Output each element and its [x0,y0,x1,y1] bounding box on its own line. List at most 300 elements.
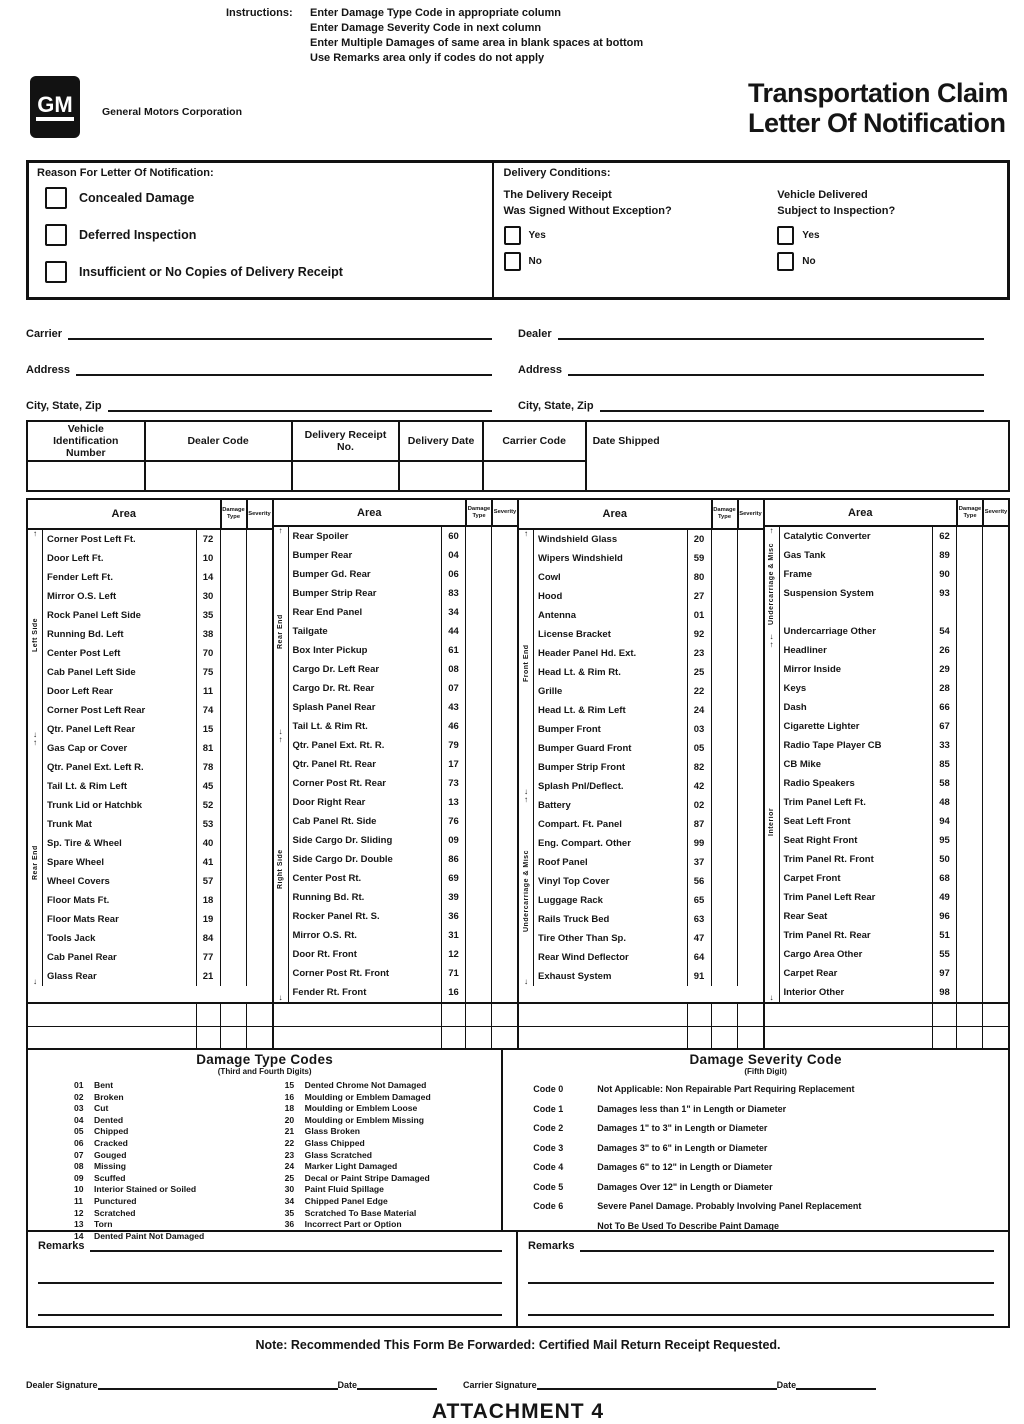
damage-type-cell[interactable] [465,679,491,698]
severity-cell[interactable] [737,625,763,644]
severity-cell[interactable] [491,755,517,774]
severity-cell[interactable] [737,606,763,625]
damage-row [43,663,272,682]
severity-cell[interactable] [246,891,272,910]
severity-cell[interactable] [491,660,517,679]
area-code: 04 [441,546,465,565]
yes-checkbox[interactable] [777,226,794,245]
severity-cell[interactable] [491,945,517,964]
damage-type-cell[interactable] [711,530,737,549]
damage-type-cell[interactable] [220,967,246,986]
damage-type-cell[interactable] [465,698,491,717]
severity-cell[interactable] [491,527,517,546]
remarks-input-line[interactable] [528,1282,994,1284]
damage-type-cell[interactable] [956,622,982,641]
severity-cell[interactable] [982,584,1008,603]
severity-cell[interactable] [737,739,763,758]
instruction-line: Use Remarks area only if codes do not apply [310,52,545,64]
damage-type-cell[interactable] [956,888,982,907]
damage-type-cell[interactable] [711,872,737,891]
severity-cell[interactable] [491,622,517,641]
damage-type-cell[interactable] [220,663,246,682]
damage-type-cell[interactable] [956,926,982,945]
blank-damage-row[interactable] [519,1004,763,1026]
damage-type-cell[interactable] [220,910,246,929]
severity-cell[interactable] [737,568,763,587]
damage-type-cell[interactable] [465,584,491,603]
damage-type-cell[interactable] [465,603,491,622]
damage-type-cell[interactable] [465,774,491,793]
damage-type-cell[interactable] [220,834,246,853]
severity-cell[interactable] [246,625,272,644]
severity-cell[interactable] [982,679,1008,698]
damage-type-cell[interactable] [956,831,982,850]
area-code: 95 [932,831,956,850]
damage-type-cell[interactable] [956,546,982,565]
severity-cell[interactable] [246,929,272,948]
damage-type-cell[interactable] [711,720,737,739]
severity-cell[interactable] [737,967,763,986]
severity-cell[interactable] [982,736,1008,755]
damage-type-cell[interactable] [220,777,246,796]
severity-cell[interactable] [737,530,763,549]
damage-type-cell[interactable] [956,679,982,698]
severity-cell[interactable] [982,850,1008,869]
damage-type-cell[interactable] [711,929,737,948]
damage-row [534,929,763,948]
address-input-line[interactable] [108,402,492,412]
damage-type-cell[interactable] [465,565,491,584]
severity-cell[interactable] [246,568,272,587]
arrow-down-icon: ↓ [278,993,283,1002]
area-name [780,603,933,622]
severity-cell[interactable] [737,663,763,682]
severity-cell[interactable] [982,641,1008,660]
remarks-input-line[interactable] [38,1282,502,1284]
area-code: 25 [687,663,711,682]
severity-cell[interactable] [737,891,763,910]
severity-cell[interactable] [246,682,272,701]
delivery-question [504,179,752,291]
damage-type-cell[interactable] [711,663,737,682]
severity-cell[interactable] [246,701,272,720]
damage-type-cell[interactable] [220,853,246,872]
severity-header: Severity [737,500,763,528]
severity-cell[interactable] [246,739,272,758]
damage-row [43,530,272,549]
severity-code-entry [533,1100,998,1120]
damage-type-cell[interactable] [711,625,737,644]
damage-type-cell[interactable] [956,755,982,774]
question-line2: Was Signed Without Exception? [503,205,672,217]
type-code-entry [285,1138,496,1150]
damage-type-cell[interactable] [956,717,982,736]
damage-row [43,587,272,606]
severity-cell[interactable] [491,793,517,812]
address-field [518,304,984,340]
severity-code-label: Severe Panel Damage. Probably Involving Panel Replacement [597,1201,862,1211]
severity-cell[interactable] [246,587,272,606]
damage-type-cell[interactable] [465,983,491,1002]
severity-cell[interactable] [491,926,517,945]
damage-type-cell[interactable] [711,549,737,568]
damage-type-cell[interactable] [711,644,737,663]
damage-type-cell[interactable] [220,568,246,587]
area-name: Grille [538,686,563,697]
damage-type-cell[interactable] [956,698,982,717]
area-name: Corner Post Left Rear [47,705,146,716]
severity-cell[interactable] [737,910,763,929]
severity-cell[interactable] [982,945,1008,964]
vin-entry-cell[interactable] [146,460,293,490]
damage-type-cell[interactable] [465,888,491,907]
damage-type-cell[interactable] [220,625,246,644]
damage-row [780,584,1009,603]
severity-cell[interactable] [737,701,763,720]
severity-cell[interactable] [737,587,763,606]
remarks-input-line[interactable] [38,1314,502,1316]
severity-cell[interactable] [737,948,763,967]
damage-type-cell[interactable] [956,945,982,964]
blank-damage-row[interactable] [274,1004,518,1026]
damage-type-cell[interactable] [465,793,491,812]
severity-cell[interactable] [491,641,517,660]
damage-type-cell[interactable] [711,948,737,967]
severity-cell[interactable] [491,603,517,622]
area-code: 65 [687,891,711,910]
damage-row [43,720,272,739]
area-code: 26 [932,641,956,660]
damage-type-cell[interactable] [220,739,246,758]
damage-type-cell[interactable] [220,891,246,910]
severity-cell[interactable] [982,907,1008,926]
severity-cell[interactable] [246,967,272,986]
damage-type-cell[interactable] [711,834,737,853]
severity-cell[interactable] [982,869,1008,888]
damage-row [289,964,518,983]
damage-type-cell[interactable] [956,964,982,983]
type-code-entry [74,1161,285,1173]
severity-cell[interactable] [491,812,517,831]
severity-cell[interactable] [246,872,272,891]
damage-type-cell[interactable] [956,584,982,603]
vin-entry-cell[interactable] [484,460,587,490]
severity-cell[interactable] [982,964,1008,983]
severity-cell[interactable] [246,663,272,682]
type-code-entry [74,1080,285,1092]
damage-type-cell[interactable] [465,850,491,869]
address-input-line[interactable] [68,330,492,340]
damage-type-cell[interactable] [956,736,982,755]
damage-type-cell[interactable] [711,967,737,986]
severity-cell[interactable] [491,888,517,907]
severity-cell[interactable] [737,758,763,777]
damage-type-cell[interactable] [711,739,737,758]
damage-type-cell[interactable] [220,606,246,625]
blank-damage-row[interactable] [28,1004,272,1026]
carrier-signature-line[interactable] [537,1382,777,1390]
damage-type-cell[interactable] [711,796,737,815]
damage-type-cell[interactable] [220,682,246,701]
damage-type-cell[interactable] [956,641,982,660]
severity-cell[interactable] [491,546,517,565]
type-code-number: 01 [74,1080,84,1090]
severity-cell[interactable] [737,796,763,815]
type-code-number: 20 [284,1114,295,1125]
severity-cell[interactable] [737,834,763,853]
severity-cell[interactable] [491,869,517,888]
area-code: 17 [441,755,465,774]
severity-cell[interactable] [982,527,1008,546]
vin-entry-cell[interactable] [400,460,483,490]
damage-type-cell[interactable] [465,527,491,546]
damage-type-cell[interactable] [711,910,737,929]
severity-cell[interactable] [246,758,272,777]
area-name: Keys [783,683,807,694]
area-name: Trunk Lid or Hatchbk [47,800,143,811]
severity-cell[interactable] [246,910,272,929]
damage-type-cell[interactable] [711,853,737,872]
area-name: Trim Panel Rt. Front [783,854,874,865]
severity-cell[interactable] [491,565,517,584]
area-code: 92 [687,625,711,644]
type-code-label: Scratched [94,1207,136,1218]
address-field-label: Address [26,364,71,376]
remarks-input-line[interactable] [580,1242,994,1252]
area-code: 83 [441,584,465,603]
blank-damage-row[interactable] [274,1026,518,1048]
severity-cell[interactable] [737,549,763,568]
damage-type-cell[interactable] [465,964,491,983]
reason-checkbox[interactable] [45,224,67,246]
severity-cell[interactable] [982,926,1008,945]
severity-cell[interactable] [982,660,1008,679]
damage-type-cell[interactable] [465,869,491,888]
section-strip [519,796,534,986]
damage-type-cell[interactable] [465,641,491,660]
severity-cell[interactable] [982,603,1008,622]
damage-row [43,967,272,986]
section-items [43,739,272,986]
damage-row [780,660,1009,679]
severity-cell[interactable] [737,777,763,796]
damage-type-cell[interactable] [465,831,491,850]
damage-type-cell[interactable] [220,530,246,549]
damage-type-cell[interactable] [220,587,246,606]
severity-cell[interactable] [737,815,763,834]
address-field [26,304,492,340]
damage-type-cell[interactable] [220,872,246,891]
blank-damage-row[interactable] [519,1026,763,1048]
severity-cell[interactable] [982,565,1008,584]
severity-cell[interactable] [737,644,763,663]
reason-checkbox[interactable] [45,261,67,283]
vin-entry-cell[interactable] [28,460,146,490]
damage-type-cell[interactable] [711,701,737,720]
severity-cell[interactable] [491,907,517,926]
severity-cell[interactable] [491,584,517,603]
damage-type-cell[interactable] [465,736,491,755]
area-code: 29 [932,660,956,679]
damage-type-cell[interactable] [956,603,982,622]
severity-cell[interactable] [491,717,517,736]
damage-type-cell[interactable] [956,983,982,1002]
damage-type-cell[interactable] [956,660,982,679]
remarks-input-line[interactable] [528,1314,994,1316]
damage-type-cell[interactable] [220,929,246,948]
dealer-date-line[interactable] [357,1382,437,1390]
severity-cell[interactable] [737,872,763,891]
severity-cell[interactable] [491,698,517,717]
severity-cell[interactable] [246,530,272,549]
damage-type-cell[interactable] [956,850,982,869]
damage-type-cell[interactable] [465,926,491,945]
damage-type-cell[interactable] [956,793,982,812]
severity-cell[interactable] [982,793,1008,812]
address-input-line[interactable] [600,402,984,412]
type-code-label: Scratched To Base Material [304,1207,417,1218]
severity-cell[interactable] [246,549,272,568]
damage-type-cell[interactable] [956,774,982,793]
severity-cell[interactable] [982,774,1008,793]
damage-type-cell[interactable] [956,869,982,888]
no-checkbox[interactable] [504,252,521,271]
severity-cell[interactable] [982,755,1008,774]
damage-row [780,831,1009,850]
damage-type-cell[interactable] [220,720,246,739]
blank-damage-row[interactable] [765,1004,1009,1026]
damage-type-cell[interactable] [465,755,491,774]
damage-type-cell[interactable] [465,622,491,641]
damage-type-cell[interactable] [711,777,737,796]
severity-cell[interactable] [246,948,272,967]
severity-cell[interactable] [246,815,272,834]
area-code: 24 [687,701,711,720]
area-section [765,641,1009,1002]
damage-type-cell[interactable] [465,660,491,679]
area-name: Cigarette Lighter [783,721,860,732]
type-code-entry [74,1219,285,1231]
blank-damage-row[interactable] [28,1026,272,1048]
area-name: Qtr. Panel Ext. Left R. [47,762,144,773]
damage-type-cell[interactable] [220,948,246,967]
severity-cell[interactable] [982,698,1008,717]
severity-cell[interactable] [246,606,272,625]
damage-type-cell[interactable] [220,796,246,815]
severity-cell[interactable] [491,964,517,983]
damage-type-cell[interactable] [465,546,491,565]
damage-type-cell[interactable] [465,907,491,926]
severity-cell[interactable] [491,831,517,850]
severity-cell[interactable] [491,736,517,755]
severity-cell[interactable] [491,679,517,698]
yes-checkbox[interactable] [504,226,521,245]
damage-type-cell[interactable] [711,758,737,777]
damage-type-cell[interactable] [956,812,982,831]
carrier-signature-label: Carrier Signature [463,1380,537,1390]
area-name: Rear Spoiler [292,531,349,542]
damage-type-cell[interactable] [220,815,246,834]
severity-cell[interactable] [491,850,517,869]
damage-type-cell[interactable] [711,815,737,834]
vin-header-cell: Carrier Code [484,422,587,460]
damage-type-cell[interactable] [956,527,982,546]
damage-type-cell[interactable] [220,644,246,663]
area-name: Fender Left Ft. [47,572,113,583]
severity-cell[interactable] [737,929,763,948]
severity-cell[interactable] [246,777,272,796]
severity-cell[interactable] [982,888,1008,907]
type-code-entry [74,1103,285,1115]
dealer-signature-line[interactable] [98,1382,338,1390]
reason-option [45,224,486,246]
address-input-line[interactable] [558,330,984,340]
severity-cell[interactable] [246,720,272,739]
damage-type-cell[interactable] [711,891,737,910]
severity-cell[interactable] [982,831,1008,850]
remarks-input-line[interactable] [90,1242,502,1252]
severity-cell[interactable] [737,853,763,872]
blank-damage-row[interactable] [765,1026,1009,1048]
damage-type-cell[interactable] [220,758,246,777]
severity-cell[interactable] [246,853,272,872]
damage-type-cell[interactable] [956,565,982,584]
type-code-number: 08 [74,1161,84,1172]
severity-code-entry [533,1080,998,1100]
damage-type-cell[interactable] [711,682,737,701]
type-code-entry [74,1092,285,1104]
section-label: Right Side [277,849,284,889]
reason-checkbox[interactable] [45,187,67,209]
severity-cell[interactable] [246,796,272,815]
damage-row [289,926,518,945]
damage-type-cell[interactable] [711,587,737,606]
damage-severity-codes-box [503,1050,1008,1230]
damage-type-cell[interactable] [465,945,491,964]
reason-section [29,163,494,297]
reason-option [45,261,486,283]
severity-cell[interactable] [737,720,763,739]
address-input-line[interactable] [76,366,492,376]
address-input-line[interactable] [568,366,984,376]
vin-entry-cell[interactable] [293,460,401,490]
damage-type-cell[interactable] [711,568,737,587]
severity-cell[interactable] [246,644,272,663]
area-header: Area [357,506,382,519]
type-code-number: 04 [74,1114,84,1125]
severity-cell[interactable] [982,983,1008,1002]
damage-type-cell[interactable] [465,812,491,831]
damage-type-cell[interactable] [956,907,982,926]
no-checkbox[interactable] [777,252,794,271]
severity-code-label: Damages 3" to 6" in Length or Diameter [597,1142,768,1153]
severity-cell[interactable] [246,834,272,853]
carrier-date-line[interactable] [796,1382,876,1390]
severity-cell[interactable] [982,622,1008,641]
severity-cell[interactable] [737,682,763,701]
severity-cell[interactable] [491,774,517,793]
severity-cell[interactable] [491,983,517,1002]
damage-type-cell[interactable] [711,606,737,625]
damage-type-cell[interactable] [220,549,246,568]
severity-cell[interactable] [982,717,1008,736]
severity-cell[interactable] [982,546,1008,565]
severity-cell[interactable] [982,812,1008,831]
area-code: 34 [441,603,465,622]
damage-type-cell[interactable] [220,701,246,720]
damage-type-cell[interactable] [465,717,491,736]
yes-label: Yes [802,230,820,241]
